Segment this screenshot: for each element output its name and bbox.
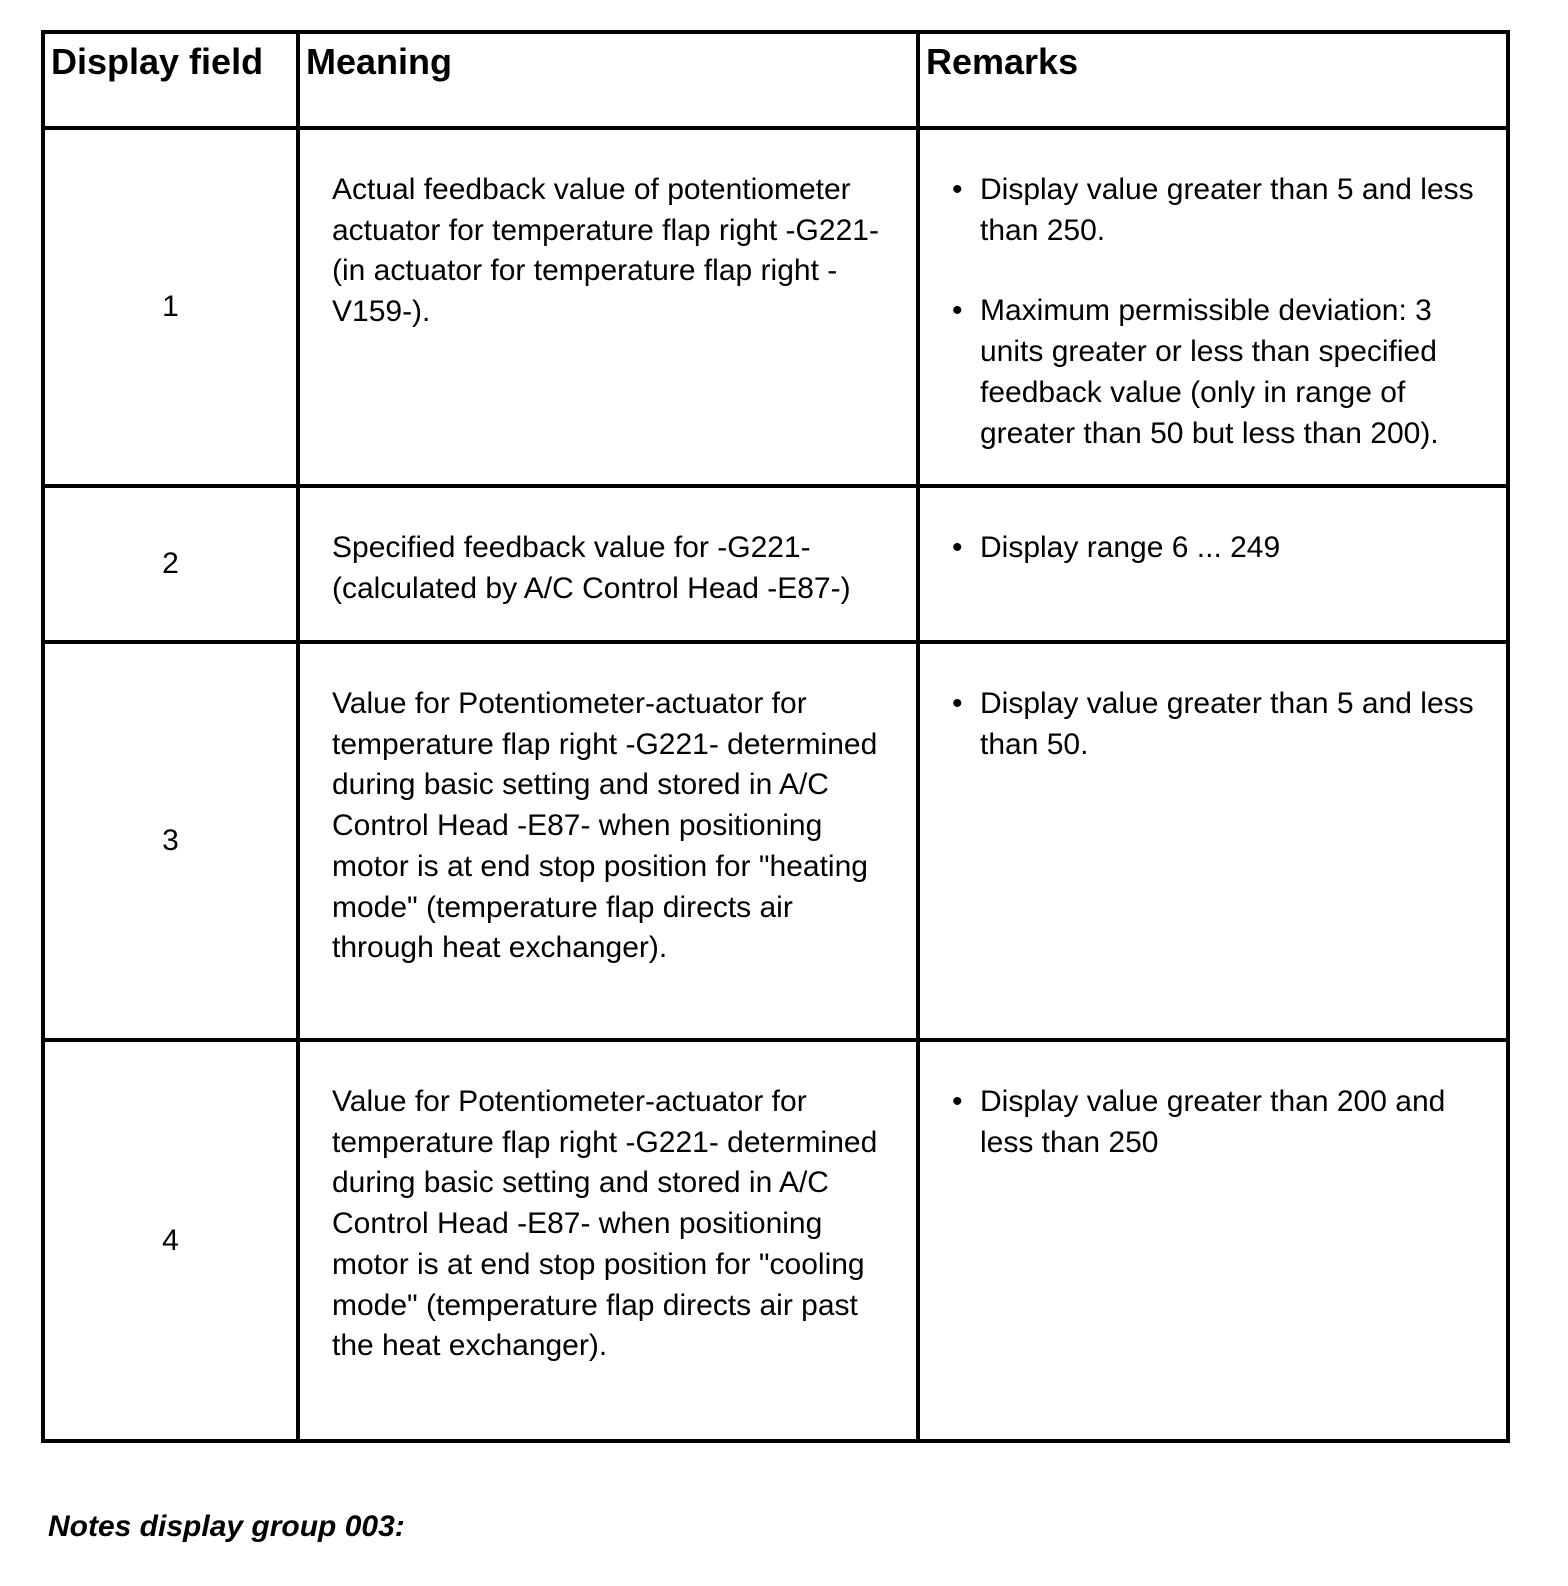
remark-text: Maximum permissible deviation: 3 units greater or less than specified feedback value (only in range of greater than 50 but less than 200). <box>980 294 1439 450</box>
bullet-icon: • <box>952 1085 963 1118</box>
header-display-field: Display field <box>43 32 298 128</box>
notes-heading: Notes display group 003: <box>48 1510 405 1543</box>
remark-text: Display range 6 ... 249 <box>980 531 1281 564</box>
table-row <box>43 642 1508 1040</box>
remarks-list <box>948 528 1486 569</box>
remark-text: Display value greater than 200 and less than 250 <box>980 1085 1446 1159</box>
remarks-cell <box>918 1040 1508 1441</box>
header-meaning: Meaning <box>298 32 918 128</box>
bullet-icon: • <box>952 531 963 564</box>
remark-text: Display value greater than 5 and less than 250. <box>980 173 1474 247</box>
remark-item <box>948 1082 1486 1163</box>
meaning-cell: Actual feedback value of potentiometer actuator for temperature flap right -G221- (in actuator for temperature flap right -V159-). <box>298 128 918 486</box>
bullet-icon: • <box>952 294 963 328</box>
table-row <box>43 128 1508 486</box>
display-group-table <box>41 30 1510 1443</box>
remarks-cell <box>918 486 1508 642</box>
display-field-cell: 2 <box>43 486 298 642</box>
table-row <box>43 486 1508 642</box>
remarks-cell <box>918 642 1508 1040</box>
bullet-icon: • <box>952 173 963 206</box>
display-field-cell: 4 <box>43 1040 298 1441</box>
remarks-list <box>948 684 1486 765</box>
meaning-cell: Value for Potentiometer-actuator for temperature flap right -G221- determined during basic setting and stored in A/C Control Head -E87- when positioning motor is at end stop position for "heating mode" (temperature flap directs air through heat exchanger). <box>298 642 918 1040</box>
display-field-cell: 1 <box>43 128 298 486</box>
remark-item <box>948 170 1486 251</box>
remarks-list <box>948 170 1486 454</box>
remark-item <box>948 684 1486 765</box>
remarks-list <box>948 1082 1486 1163</box>
remark-item <box>948 291 1486 454</box>
bullet-icon: • <box>952 687 963 720</box>
header-remarks: Remarks <box>918 32 1508 128</box>
table-row <box>43 1040 1508 1441</box>
remarks-cell <box>918 128 1508 486</box>
meaning-cell: Value for Potentiometer-actuator for temperature flap right -G221- determined during basic setting and stored in A/C Control Head -E87- when positioning motor is at end stop position for "cooling mode" (temperature flap directs air past the heat exchanger). <box>298 1040 918 1441</box>
display-field-cell: 3 <box>43 642 298 1040</box>
remark-item <box>948 528 1486 569</box>
remark-text: Display value greater than 5 and less than 50. <box>980 687 1474 761</box>
meaning-cell: Specified feedback value for -G221- (calculated by A/C Control Head -E87-) <box>298 486 918 642</box>
table-header-row <box>43 32 1508 128</box>
